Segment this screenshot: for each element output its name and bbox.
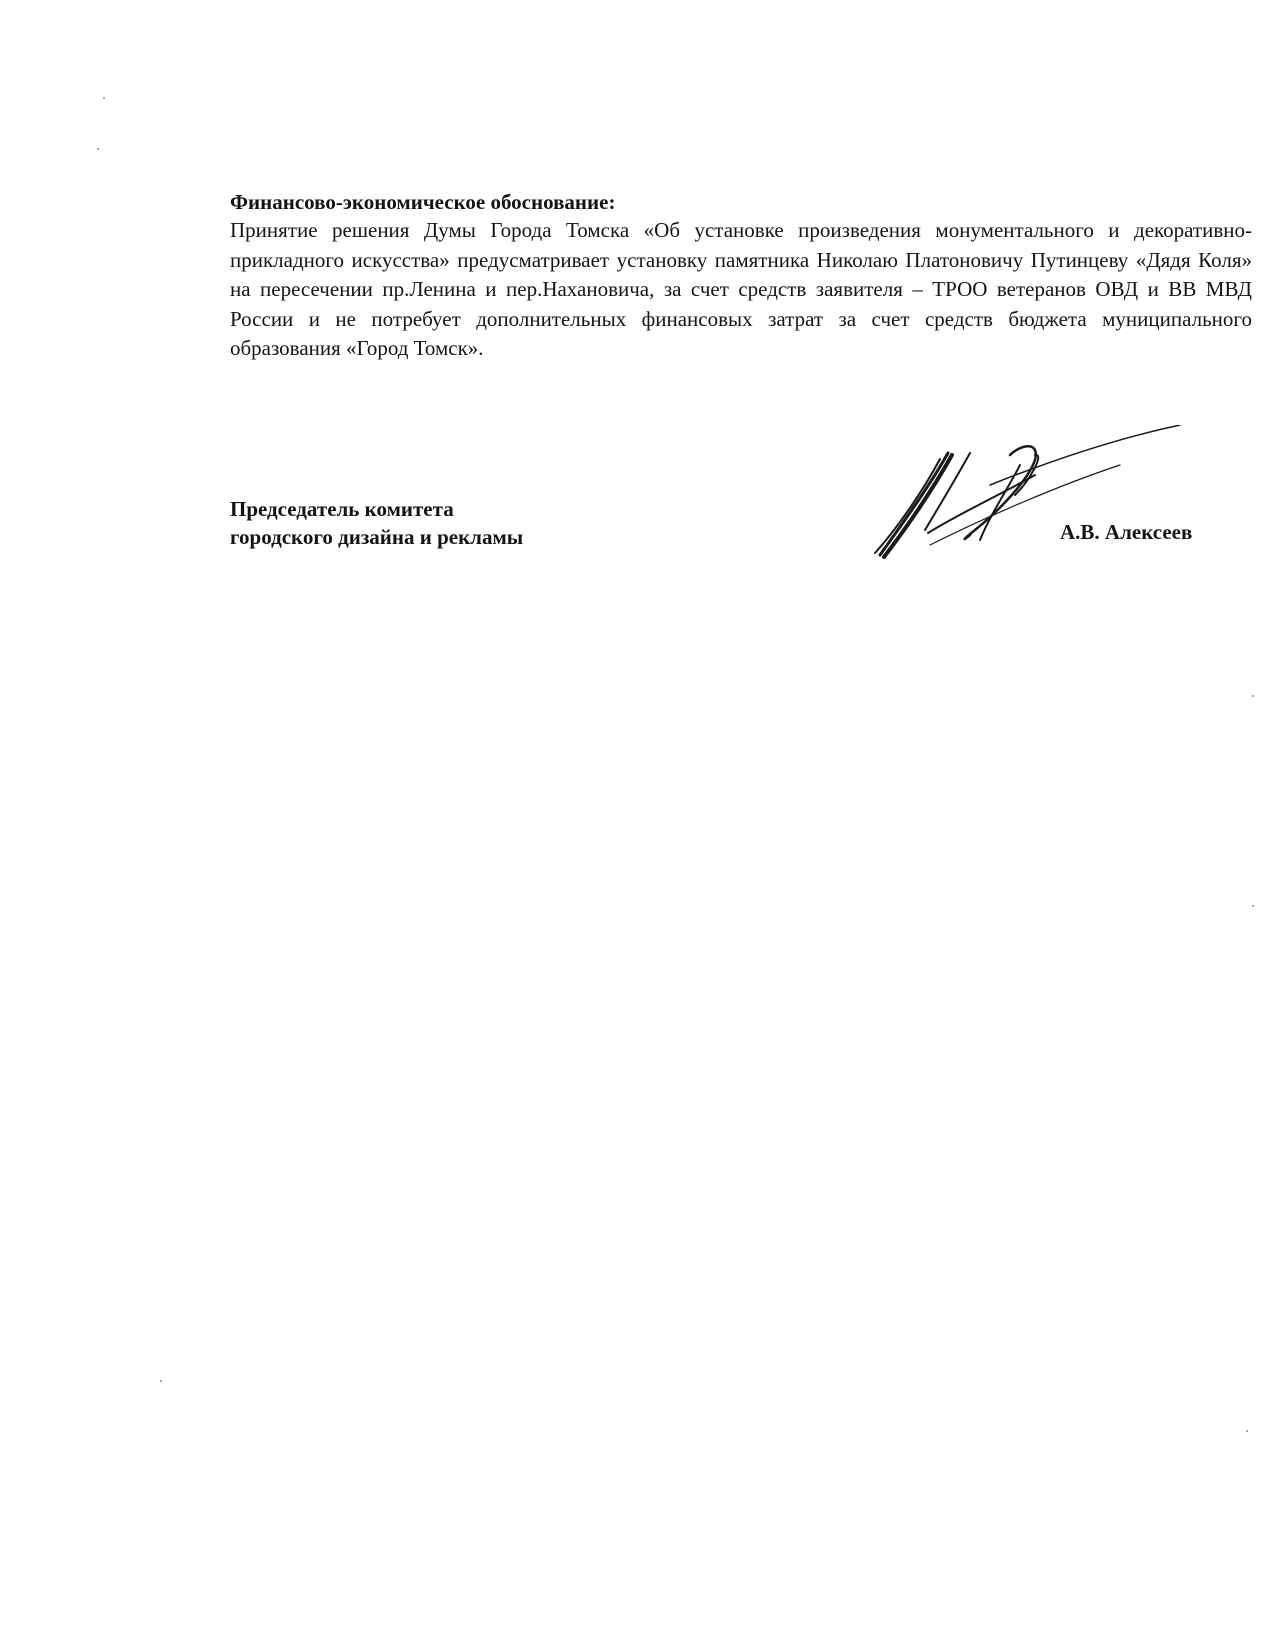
scan-speck (97, 148, 99, 150)
signer-name: А.В. Алексеев (1060, 520, 1193, 544)
scan-speck (1252, 695, 1254, 697)
signer-position-line2: городского дизайна и рекламы (230, 525, 524, 549)
handwritten-signature-icon (870, 425, 1230, 595)
scan-speck (1252, 905, 1254, 907)
signer-position (230, 495, 523, 551)
signer-position-line1: Председатель комитета (230, 497, 454, 521)
scan-speck (1246, 1430, 1248, 1432)
scan-speck (103, 97, 105, 99)
scan-speck (160, 1380, 162, 1382)
section-heading: Финансово-экономическое обоснование: (230, 190, 616, 214)
financial-justification-section (230, 188, 1252, 364)
justification-paragraph: Принятие решения Думы Города Томска «Об установке произведения монументального и декоративно-прикладного искусства» предусматривает установку памятника Николаю Платоновичу Путинцеву «Дядя Коля» на пересечении пр.Ленина и пер.Нахановича, за счет средств заявителя – ТРОО ветеранов ОВД и ВВ МВД России и не потребует дополнительных финансовых затрат за счет средств бюджета муниципального образования «Город Томск». (230, 218, 1252, 360)
